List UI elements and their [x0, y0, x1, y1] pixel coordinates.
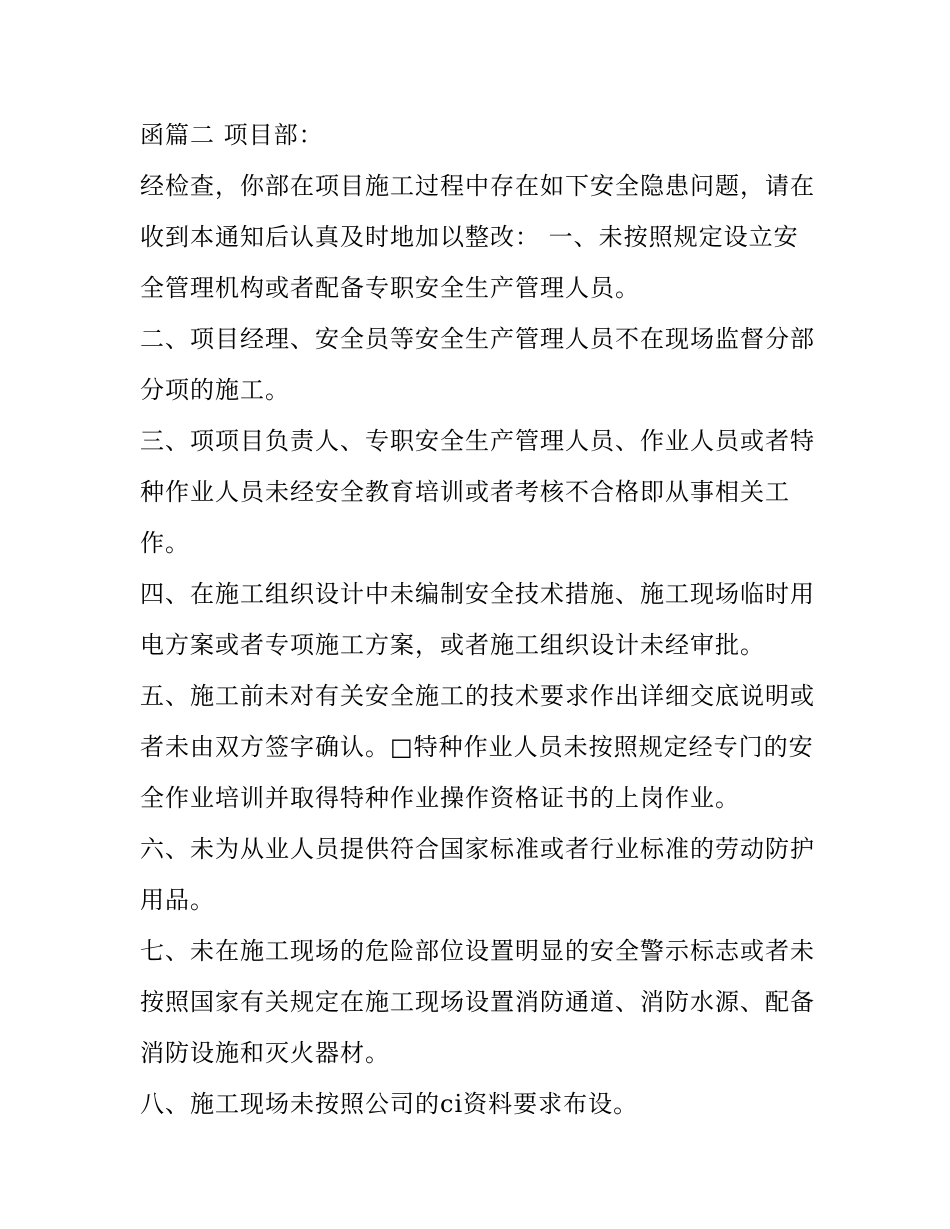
- item-7-paragraph: 七、未在施工现场的危险部位设置明显的安全警示标志或者未按照国家有关规定在施工现场设置消防通道、消防水源、配备消防设施和灭火器材。: [140, 937, 815, 1067]
- document-page: [140, 110, 815, 1130]
- intro-paragraph: 经检查，你部在项目施工过程中存在如下安全隐患问题，请在收到本通知后认真及时地加以整改： 一、未按照规定设立安全管理机构或者配备专职安全生产管理人员。: [140, 172, 815, 302]
- item-8-paragraph: 八、施工现场未按照公司的ci资料要求布设。: [140, 1090, 639, 1118]
- item-3-paragraph: 三、项项目负责人、专职安全生产管理人员、作业人员或者特种作业人员未经安全教育培训或者考核不合格即从事相关工作。: [140, 427, 815, 557]
- item-4-paragraph: 四、在施工组织设计中未编制安全技术措施、施工现场临时用电方案或者专项施工方案，或者施工组织设计未经审批。: [140, 580, 815, 659]
- item-2-paragraph: 二、项目经理、安全员等安全生产管理人员不在现场监督分部分项的施工。: [140, 325, 815, 404]
- item-5-paragraph: 五、施工前未对有关安全施工的技术要求作出详细交底说明或者未由双方签字确认。□特种作业人员未按照规定经专门的安全作业培训并取得特种作业操作资格证书的上岗作业。: [140, 682, 815, 812]
- document-title: 函篇二 项目部：: [140, 121, 324, 149]
- item-6-paragraph: 六、未为从业人员提供符合国家标准或者行业标准的劳动防护用品。: [140, 835, 815, 914]
